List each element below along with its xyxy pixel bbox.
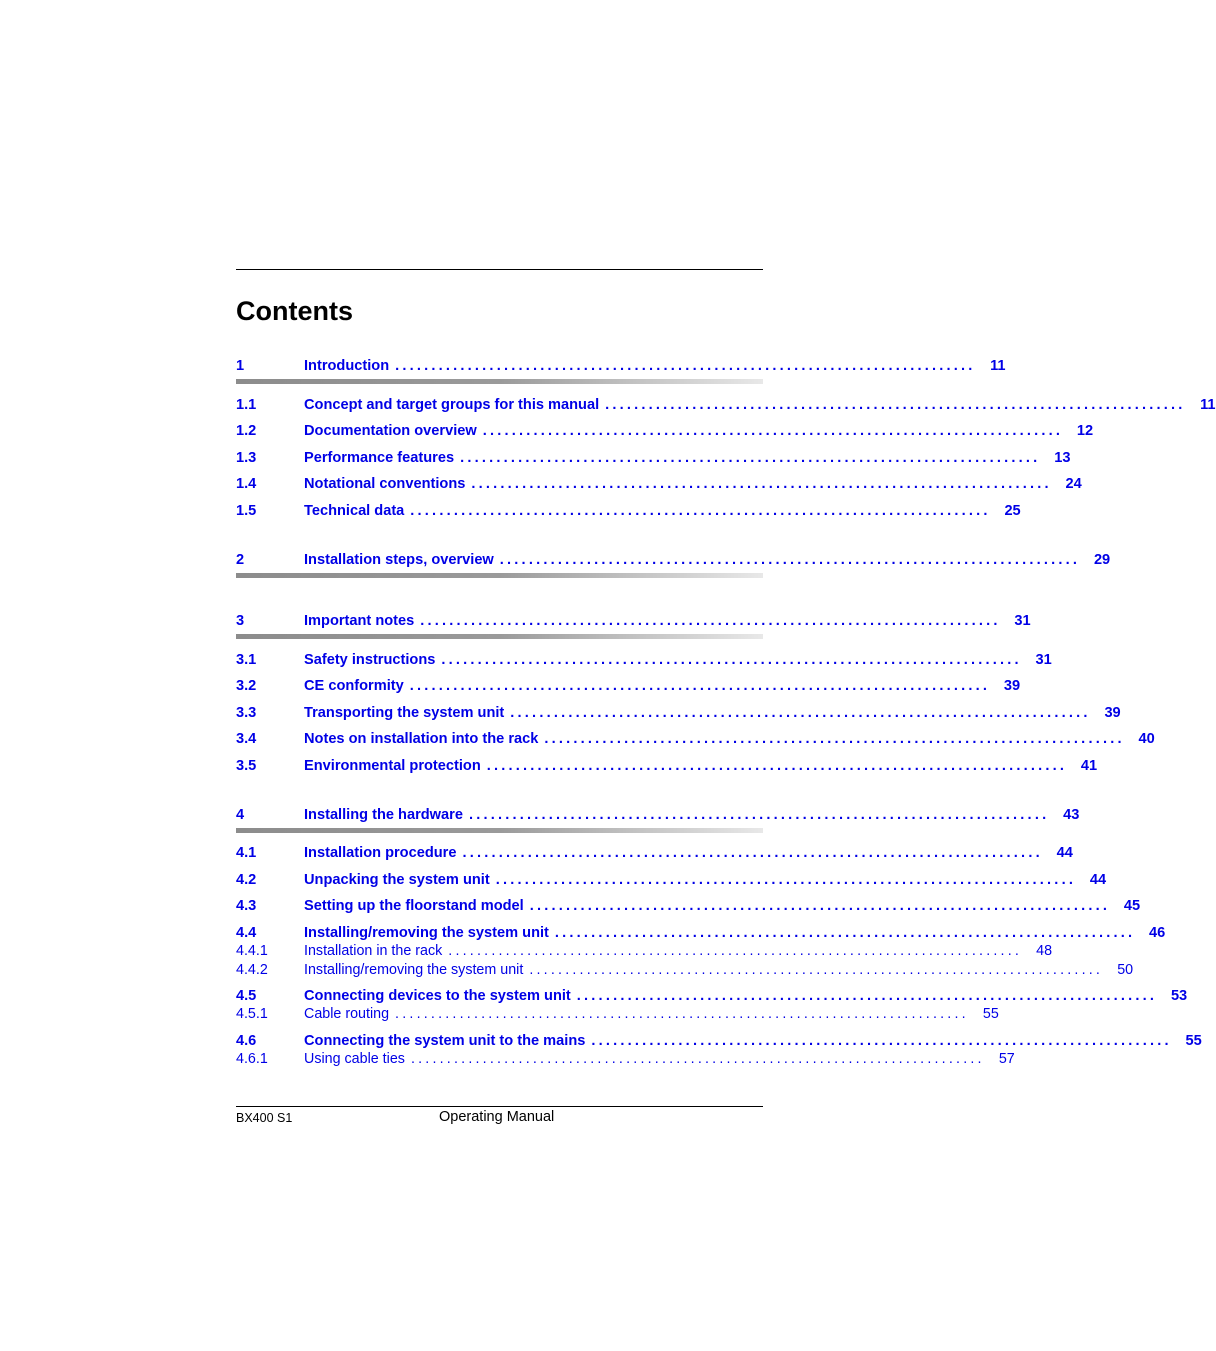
toc-entry[interactable] xyxy=(236,942,1053,960)
toc-entry-page: 44 xyxy=(1089,872,1107,888)
chapter-divider-bar xyxy=(236,379,763,384)
toc-entry-page: 31 xyxy=(1035,652,1052,668)
toc-dot-leader: ................................................................................ xyxy=(544,731,1125,747)
toc-entry-label: CE conformity xyxy=(304,678,404,694)
toc-entry[interactable] xyxy=(236,422,1094,440)
toc-entry-number: 1.4 xyxy=(236,476,257,492)
toc-entry-number: 1 xyxy=(236,358,245,374)
toc-entry-label: Installation steps, overview xyxy=(304,552,494,568)
toc-entry-page: 43 xyxy=(1063,807,1080,823)
toc-entry[interactable] xyxy=(236,396,1216,414)
toc-dot-leader: ................................................................................ xyxy=(395,358,976,374)
toc-entry-number: 1.2 xyxy=(236,423,257,439)
toc-entry-page: 11 xyxy=(1200,397,1216,413)
toc-entry-number: 4.6.1 xyxy=(236,1051,268,1067)
toc-entry-page: 55 xyxy=(982,1006,999,1022)
toc-entry-label: Installing/removing the system unit xyxy=(304,925,549,941)
toc-entry-leader xyxy=(304,757,1098,775)
toc-entry-number: 4.6 xyxy=(236,1033,257,1049)
toc-entry-leader xyxy=(304,1005,999,1023)
toc-entry-label: Installation in the rack xyxy=(304,943,443,959)
toc-dot-leader: ................................................................................ xyxy=(495,872,1077,888)
toc-entry-leader xyxy=(304,924,1166,942)
toc-entry-page: 46 xyxy=(1149,925,1166,941)
toc-entry-leader xyxy=(304,449,1071,467)
page-title: Contents xyxy=(236,296,353,326)
toc-entry-leader xyxy=(304,651,1052,669)
toc-entry-leader xyxy=(304,502,1021,520)
toc-entry[interactable] xyxy=(236,871,1107,889)
toc-entry-label: Setting up the floorstand model xyxy=(304,898,524,914)
toc-entry-number: 1.5 xyxy=(236,503,257,519)
toc-entry-leader xyxy=(304,396,1216,414)
toc-dot-leader: ................................................................................ xyxy=(441,652,1022,668)
toc-entry-leader xyxy=(304,806,1080,824)
toc-entry[interactable] xyxy=(236,961,1134,979)
toc-dot-leader: ................................................................................ xyxy=(471,476,1052,492)
toc-entry[interactable] xyxy=(236,651,1052,669)
toc-entry-leader xyxy=(304,897,1141,915)
toc-entry[interactable] xyxy=(236,475,1082,493)
toc-entry-label: Performance features xyxy=(304,450,455,466)
toc-entry-number: 4.4 xyxy=(236,925,257,941)
toc-entry-page: 45 xyxy=(1123,898,1141,914)
toc-entry-leader xyxy=(304,942,1053,960)
toc-entry[interactable] xyxy=(236,357,1006,375)
toc-entry-page: 48 xyxy=(1036,943,1053,959)
toc-dot-leader: ................................................................................ xyxy=(605,397,1186,413)
toc-entry-label: Unpacking the system unit xyxy=(304,872,490,888)
toc-entry-leader xyxy=(304,844,1073,862)
toc-entry-number: 2 xyxy=(236,552,245,568)
toc-dot-leader: ................................................................................ xyxy=(486,758,1068,774)
toc-entry-page: 50 xyxy=(1117,962,1134,978)
toc-entry-page: 44 xyxy=(1056,845,1073,861)
toc-entry-label: Documentation overview xyxy=(304,423,477,439)
toc-entry-leader xyxy=(304,987,1188,1005)
toc-dot-leader: ................................................................................ xyxy=(576,988,1158,1004)
toc-dot-leader: ................................................................................ xyxy=(510,705,1091,721)
toc-entry-number: 3.4 xyxy=(236,731,257,747)
chapter-divider-bar xyxy=(236,573,763,578)
footer-manual-title: Operating Manual xyxy=(439,1109,555,1125)
toc-entry-page: 39 xyxy=(1104,705,1121,721)
toc-dot-leader: ................................................................................ xyxy=(395,1006,969,1022)
toc-entry[interactable] xyxy=(236,1050,1015,1068)
toc-entry-page: 39 xyxy=(1003,678,1021,694)
toc-entry-label: Introduction xyxy=(304,358,390,374)
toc-entry-label: Important notes xyxy=(304,613,415,629)
toc-entry-page: 57 xyxy=(998,1051,1015,1067)
toc-entry-leader xyxy=(304,871,1107,889)
toc-dot-leader: ................................................................................ xyxy=(462,845,1043,861)
toc-entry-number: 4.5 xyxy=(236,988,257,1004)
toc-entry-number: 1.1 xyxy=(236,397,257,413)
toc-entry-label: Connecting the system unit to the mains xyxy=(304,1033,586,1049)
footer-product: BX400 S1 xyxy=(236,1111,293,1125)
chapter-divider-bar xyxy=(236,634,763,639)
toc-dot-leader: ................................................................................ xyxy=(468,807,1050,823)
toc-entry[interactable] xyxy=(236,924,1166,942)
toc-entry-number: 3.1 xyxy=(236,652,257,668)
toc-entry-page: 31 xyxy=(1014,613,1031,629)
toc-dot-leader: ................................................................................ xyxy=(460,450,1041,466)
toc-entry[interactable] xyxy=(236,844,1073,862)
toc-entry-number: 4.5.1 xyxy=(236,1006,268,1022)
toc-entry-label: Safety instructions xyxy=(304,652,436,668)
toc-entry-number: 4.4.1 xyxy=(236,943,268,959)
toc-entry-page: 55 xyxy=(1185,1033,1202,1049)
toc-entry-leader xyxy=(304,422,1094,440)
toc-dot-leader: ................................................................................ xyxy=(409,678,991,694)
toc-entry[interactable] xyxy=(236,897,1141,915)
toc-entry-label: Notational conventions xyxy=(304,476,466,492)
toc-dot-leader: ................................................................................ xyxy=(420,613,1001,629)
toc-entry-label: Concept and target groups for this manual xyxy=(304,397,600,413)
toc-entry-leader xyxy=(304,357,1006,375)
toc-entry-page: 12 xyxy=(1076,423,1094,439)
toc-dot-leader: ................................................................................ xyxy=(499,552,1081,568)
toc-entry[interactable] xyxy=(236,612,1031,630)
toc-entry[interactable] xyxy=(236,1005,999,1023)
toc-entry[interactable] xyxy=(236,449,1071,467)
toc-entry-leader xyxy=(304,612,1031,630)
toc-entry-leader xyxy=(304,551,1111,569)
toc-dot-leader: ................................................................................ xyxy=(529,962,1104,978)
toc-entry-number: 3.5 xyxy=(236,758,257,774)
toc-dot-leader: ................................................................................ xyxy=(482,423,1064,439)
toc-entry-label: Technical data xyxy=(304,503,405,519)
toc-dot-leader: ................................................................................ xyxy=(410,503,991,519)
toc-entry-number: 4.3 xyxy=(236,898,257,914)
toc-entry-leader xyxy=(304,1050,1015,1068)
page xyxy=(236,0,1216,1351)
toc-dot-leader: ................................................................................ xyxy=(448,943,1023,959)
toc-dot-leader: ................................................................................ xyxy=(554,925,1136,941)
footer-rule xyxy=(236,1106,763,1107)
toc-entry-label: Cable routing xyxy=(304,1006,390,1022)
chapter-divider-bar xyxy=(236,828,763,833)
top-rule xyxy=(236,269,763,270)
toc-entry-number: 3 xyxy=(236,613,245,629)
toc-entry-number: 1.3 xyxy=(236,450,257,466)
toc-entry-leader xyxy=(304,704,1121,722)
toc-entry-leader xyxy=(304,730,1155,748)
toc-entry-leader xyxy=(304,1032,1202,1050)
toc-entry-label: Installing/removing the system unit xyxy=(304,962,524,978)
toc-entry-leader xyxy=(304,961,1134,979)
toc-entry-page: 11 xyxy=(990,358,1006,374)
toc-entry-page: 40 xyxy=(1138,731,1155,747)
toc-dot-leader: ................................................................................ xyxy=(591,1033,1172,1049)
toc-entry[interactable] xyxy=(236,1032,1202,1050)
toc-entry-page: 24 xyxy=(1065,476,1082,492)
toc-entry[interactable] xyxy=(236,502,1021,520)
toc-entry-label: Environmental protection xyxy=(304,758,481,774)
toc-entry-page: 29 xyxy=(1093,552,1111,568)
toc-entry-label: Transporting the system unit xyxy=(304,705,505,721)
toc-entry-page: 53 xyxy=(1170,988,1188,1004)
toc-entry-number: 3.2 xyxy=(236,678,257,694)
toc-entry-page: 25 xyxy=(1004,503,1021,519)
toc-entry-leader xyxy=(304,677,1021,695)
toc-entry-page: 41 xyxy=(1080,758,1098,774)
toc-entry-number: 4.4.2 xyxy=(236,962,268,978)
toc-entry[interactable] xyxy=(236,551,1111,569)
toc-entry-label: Installing the hardware xyxy=(304,807,463,823)
toc-entry[interactable] xyxy=(236,730,1155,748)
toc-entry[interactable] xyxy=(236,677,1021,695)
toc-dot-leader: ................................................................................ xyxy=(410,1051,985,1067)
toc-entry-number: 3.3 xyxy=(236,705,257,721)
toc-entry[interactable] xyxy=(236,987,1188,1005)
toc-entry[interactable] xyxy=(236,704,1121,722)
toc-entry-number: 4.1 xyxy=(236,845,257,861)
toc-entry-label: Using cable ties xyxy=(304,1051,405,1067)
toc-entry[interactable] xyxy=(236,757,1098,775)
toc-entry-page: 13 xyxy=(1054,450,1071,466)
toc-entry-label: Connecting devices to the system unit xyxy=(304,988,571,1004)
toc-entry-label: Installation procedure xyxy=(304,845,457,861)
toc-entry-number: 4 xyxy=(236,807,245,823)
toc-entry-label: Notes on installation into the rack xyxy=(304,731,539,747)
toc-entry-leader xyxy=(304,475,1082,493)
toc-entry-number: 4.2 xyxy=(236,872,257,888)
toc-entry[interactable] xyxy=(236,806,1080,824)
toc-dot-leader: ................................................................................ xyxy=(529,898,1111,914)
